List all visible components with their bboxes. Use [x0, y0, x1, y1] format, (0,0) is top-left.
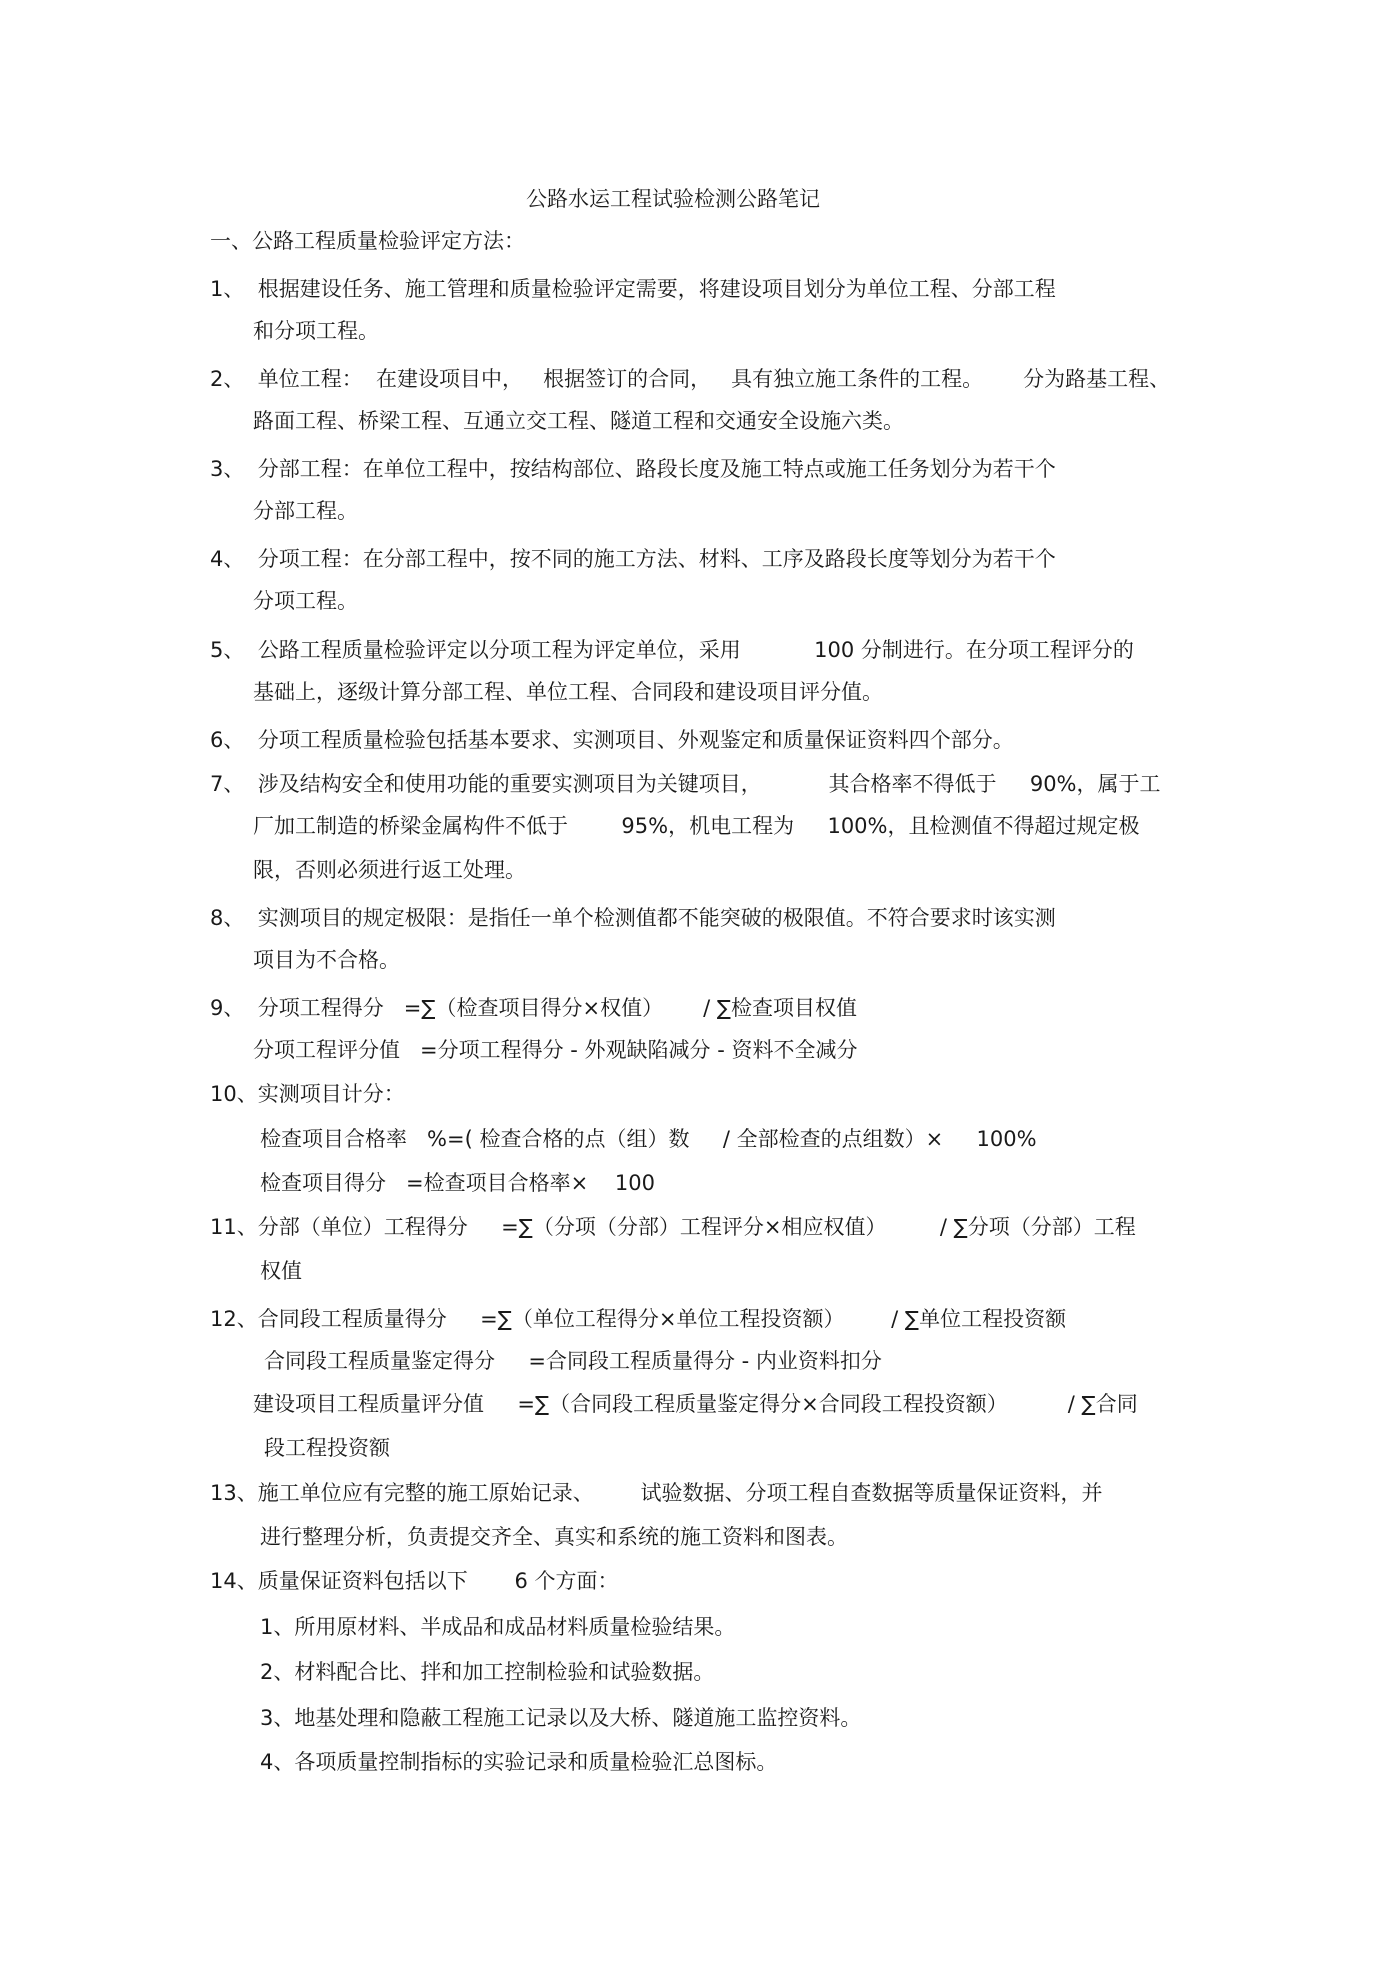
item-8-line-1: 8、 实测项目的规定极限：是指任一单个检测值都不能突破的极限值。不符合要求时该实测 [210, 906, 1056, 930]
item-2-line-2: 路面工程、桥梁工程、互通立交工程、隧道工程和交通安全设施六类。 [253, 409, 904, 433]
item-13-line-2: 进行整理分析，负责提交齐全、真实和系统的施工资料和图表。 [260, 1525, 848, 1549]
item-12-line-4: 段工程投资额 [264, 1436, 390, 1460]
item-6-line-1: 6、 分项工程质量检验包括基本要求、实测项目、外观鉴定和质量保证资料四个部分。 [210, 728, 1014, 752]
item-12-line-2: 合同段工程质量鉴定得分 =合同段工程质量得分 - 内业资料扣分 [264, 1349, 882, 1373]
item-14-subitem-1: 1、所用原材料、半成品和成品材料质量检验结果。 [260, 1615, 736, 1639]
item-11-line-1: 11、分部（单位）工程得分 =∑（分项（分部）工程评分×相应权值） / ∑分项（分部）工程 [210, 1215, 1136, 1239]
item-14-line-1: 14、质量保证资料包括以下 6 个方面： [210, 1569, 619, 1593]
item-5-line-1: 5、 公路工程质量检验评定以分项工程为评定单位，采用 100 分制进行。在分项工程评分的 [210, 638, 1134, 662]
item-7-line-1: 7、 涉及结构安全和使用功能的重要实测项目为关键项目， 其合格率不得低于 90%，属于工 [210, 772, 1161, 796]
item-7-line-3: 限，否则必须进行返工处理。 [253, 858, 526, 882]
item-10-line-2: 检查项目合格率 %=( 检查合格的点（组）数 / 全部检查的点组数）× 100% [260, 1127, 1037, 1151]
item-10-line-1: 10、实测项目计分： [210, 1082, 405, 1106]
item-11-line-2: 权值 [260, 1259, 302, 1283]
item-10-line-3: 检查项目得分 =检查项目合格率× 100 [260, 1171, 655, 1195]
item-14-subitem-4: 4、各项质量控制指标的实验记录和质量检验汇总图标。 [260, 1750, 778, 1774]
item-1-line-1: 1、 根据建设任务、施工管理和质量检验评定需要，将建设项目划分为单位工程、分部工程 [210, 277, 1056, 301]
item-12-line-1: 12、合同段工程质量得分 =∑（单位工程得分×单位工程投资额） / ∑单位工程投资额 [210, 1307, 1067, 1331]
item-9-line-2: 分项工程评分值 =分项工程得分 - 外观缺陷减分 - 资料不全减分 [253, 1038, 858, 1062]
item-7-line-2: 厂加工制造的桥梁金属构件不低于 95%，机电工程为 100%，且检测值不得超过规定极 [253, 814, 1140, 838]
item-4-line-2: 分项工程。 [253, 589, 358, 613]
document-title: 公路水运工程试验检测公路笔记 [526, 187, 820, 211]
item-13-line-1: 13、施工单位应有完整的施工原始记录、 试验数据、分项工程自查数据等质量保证资料，并 [210, 1481, 1103, 1505]
item-4-line-1: 4、 分项工程：在分部工程中，按不同的施工方法、材料、工序及路段长度等划分为若干个 [210, 547, 1056, 571]
item-9-line-1: 9、 分项工程得分 =∑（检查项目得分×权值） / ∑检查项目权值 [210, 996, 858, 1020]
item-2-line-1: 2、 单位工程： 在建设项目中， 根据签订的合同， 具有独立施工条件的工程。 分为路基工程、 [210, 367, 1171, 391]
item-14-subitem-2: 2、材料配合比、拌和加工控制检验和试验数据。 [260, 1660, 715, 1684]
item-5-line-2: 基础上，逐级计算分部工程、单位工程、合同段和建设项目评分值。 [253, 680, 883, 704]
item-14-subitem-3: 3、地基处理和隐蔽工程施工记录以及大桥、隧道施工监控资料。 [260, 1706, 862, 1730]
item-8-line-2: 项目为不合格。 [253, 948, 400, 972]
section-heading: 一、公路工程质量检验评定方法： [210, 229, 525, 253]
item-12-line-3: 建设项目工程质量评分值 =∑（合同段工程质量鉴定得分×合同段工程投资额） / ∑合同 [253, 1392, 1138, 1416]
item-1-line-2: 和分项工程。 [253, 319, 379, 343]
item-3-line-2: 分部工程。 [253, 499, 358, 523]
item-3-line-1: 3、 分部工程：在单位工程中，按结构部位、路段长度及施工特点或施工任务划分为若干个 [210, 457, 1056, 481]
